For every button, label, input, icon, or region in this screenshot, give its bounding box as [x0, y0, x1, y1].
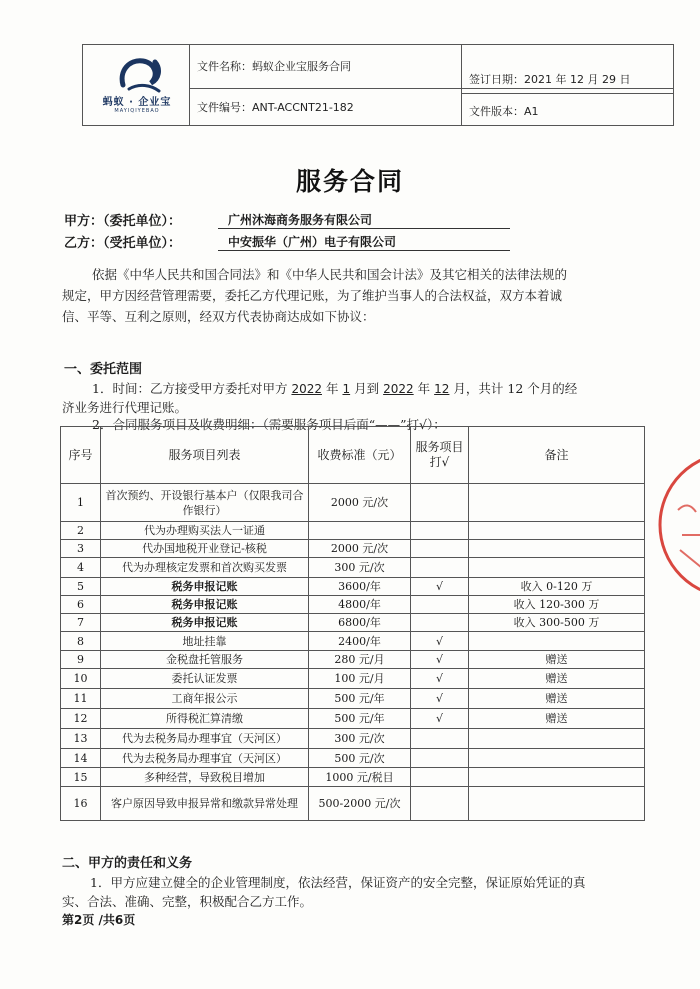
- remark: 赠送: [469, 689, 645, 709]
- table-row: [61, 522, 645, 540]
- table-row: [61, 768, 645, 787]
- party-a-label: 甲方：（委托单位）：: [64, 214, 182, 229]
- table-row: [61, 669, 645, 689]
- remark: [469, 729, 645, 749]
- col-header-remark: 备注: [469, 427, 645, 484]
- remark: 收入 120-300 万: [469, 596, 645, 614]
- table-row: [61, 558, 645, 578]
- check-mark: [411, 749, 469, 768]
- table-header-row: [61, 427, 645, 484]
- fee: 500 元/年: [309, 709, 411, 729]
- fee: 100 元/月: [309, 669, 411, 689]
- party-b-label: 乙方：（受托单位）：: [64, 236, 182, 251]
- col-header-service: 服务项目列表: [101, 427, 309, 484]
- check-mark: [411, 522, 469, 540]
- logo-text: 蚂蚁 · 企业宝: [102, 97, 172, 108]
- service-item: 多种经营，导致税目增加: [101, 768, 309, 787]
- fee: 2000 元/次: [309, 484, 411, 522]
- table-row: [61, 787, 645, 821]
- check-mark: √: [411, 632, 469, 651]
- remark: [469, 632, 645, 651]
- row-number: 9: [61, 651, 101, 669]
- remark: [469, 768, 645, 787]
- row-number: 16: [61, 787, 101, 821]
- col-header-no: 序号: [61, 427, 101, 484]
- page-title: 服务合同: [295, 167, 404, 196]
- fee: 500 元/次: [309, 749, 411, 768]
- remark: [469, 787, 645, 821]
- intro-line-2: 规定，甲方因经营管理需要，委托乙方代理记账，为了维护当事人的合法权益，双方本着诚: [62, 288, 563, 303]
- service-item: 地址挂靠: [101, 632, 309, 651]
- table-row: [61, 709, 645, 729]
- col-header-fee: 收费标准（元）: [309, 427, 411, 484]
- intro-line-1: 依据《中华人民共和国合同法》和《中华人民共和国会计法》及其它相关的法律法规的: [92, 267, 568, 282]
- remark: 收入 300-500 万: [469, 614, 645, 632]
- table-row: [61, 729, 645, 749]
- company-logo: [89, 49, 185, 123]
- service-item: 税务申报记账: [101, 596, 309, 614]
- col-header-check: 服务项目打√: [411, 427, 469, 484]
- ant-logo-icon: [89, 49, 185, 95]
- party-a-value: 广州沐海商务服务有限公司: [218, 211, 510, 229]
- fee: 500 元/年: [309, 689, 411, 709]
- fee: 300 元/次: [309, 558, 411, 578]
- service-item: 代为去税务局办理事宜（天河区）: [101, 749, 309, 768]
- company-seal-stamp: [652, 440, 700, 610]
- fee: 280 元/月: [309, 651, 411, 669]
- row-number: 13: [61, 729, 101, 749]
- remark: [469, 522, 645, 540]
- table-row: [61, 596, 645, 614]
- section-1-item-2: 2．合同服务项目及收费明细：（需要服务项目后面“——”打√）：: [92, 417, 446, 432]
- remark: 赠送: [469, 669, 645, 689]
- service-item: 税务申报记账: [101, 578, 309, 596]
- table-row: [61, 651, 645, 669]
- remark: 赠送: [469, 651, 645, 669]
- check-mark: [411, 729, 469, 749]
- check-mark: [411, 484, 469, 522]
- doc-number: 文件编号：ANT-ACCNT21-182: [197, 101, 354, 114]
- remark: [469, 558, 645, 578]
- remark: [469, 540, 645, 558]
- service-item: 金税盘托管服务: [101, 651, 309, 669]
- service-item: 工商年报公示: [101, 689, 309, 709]
- row-number: 5: [61, 578, 101, 596]
- fee: 2000 元/次: [309, 540, 411, 558]
- section-2-item-1: 1．甲方应建立健全的企业管理制度，依法经营，保证资产的安全完整，保证原始凭证的真: [90, 875, 586, 890]
- service-item: 客户原因导致申报异常和缴款异常处理: [101, 787, 309, 821]
- row-number: 4: [61, 558, 101, 578]
- row-number: 11: [61, 689, 101, 709]
- page-number: 第2页 /共6页: [62, 913, 136, 927]
- section-1-item-1-cont: 济业务进行代理记账。: [62, 400, 188, 415]
- row-number: 8: [61, 632, 101, 651]
- sign-date: 签订日期：2021 年 12 月 29 日: [469, 73, 631, 86]
- service-item: 所得税汇算清缴: [101, 709, 309, 729]
- check-mark: √: [411, 709, 469, 729]
- row-number: 10: [61, 669, 101, 689]
- service-item: 委托认证发票: [101, 669, 309, 689]
- check-mark: [411, 558, 469, 578]
- service-fee-table: [60, 426, 645, 821]
- table-row: [61, 540, 645, 558]
- check-mark: [411, 614, 469, 632]
- service-item: 首次预约、开设银行基本户（仅限我司合作银行）: [101, 484, 309, 522]
- check-mark: [411, 540, 469, 558]
- check-mark: √: [411, 651, 469, 669]
- fee: 500-2000 元/次: [309, 787, 411, 821]
- party-b-value: 中安振华（广州）电子有限公司: [218, 233, 510, 251]
- service-item: 税务申报记账: [101, 614, 309, 632]
- table-row: [61, 632, 645, 651]
- table-row: [61, 484, 645, 522]
- row-number: 12: [61, 709, 101, 729]
- service-item: 代办国地税开业登记-核税: [101, 540, 309, 558]
- service-item: 代为办理购买法人一证通: [101, 522, 309, 540]
- remark: [469, 484, 645, 522]
- section-1-title: 一、委托范围: [64, 362, 143, 377]
- section-2-title: 二、甲方的责任和义务: [62, 856, 193, 871]
- fee: 6800/年: [309, 614, 411, 632]
- table-row: [61, 749, 645, 768]
- remark: 赠送: [469, 709, 645, 729]
- fee: 3600/年: [309, 578, 411, 596]
- table-row: [61, 614, 645, 632]
- remark: 收入 0-120 万: [469, 578, 645, 596]
- check-mark: √: [411, 578, 469, 596]
- row-number: 14: [61, 749, 101, 768]
- fee: [309, 522, 411, 540]
- service-item: 代为办理核定发票和首次购买发票: [101, 558, 309, 578]
- section-2-item-1-cont: 实、合法、准确、完整，积极配合乙方工作。: [62, 894, 313, 909]
- check-mark: [411, 787, 469, 821]
- logo-subtitle: MAYIQIYEBAO: [114, 108, 160, 114]
- section-1-item-1: 1．时间：乙方接受甲方委托对甲方 2022 年 1 月到 2022 年 12 月，共计 12 个月的经: [92, 381, 578, 396]
- table-row: [61, 578, 645, 596]
- document-header: [82, 44, 674, 126]
- fee: 4800/年: [309, 596, 411, 614]
- check-mark: [411, 768, 469, 787]
- check-mark: √: [411, 689, 469, 709]
- row-number: 2: [61, 522, 101, 540]
- row-number: 15: [61, 768, 101, 787]
- fee: 300 元/次: [309, 729, 411, 749]
- table-row: [61, 689, 645, 709]
- intro-line-3: 信、平等、互利之原则，经双方代表协商达成如下协议：: [62, 309, 375, 324]
- doc-name: 文件名称：蚂蚁企业宝服务合同: [197, 60, 351, 73]
- row-number: 1: [61, 484, 101, 522]
- row-number: 6: [61, 596, 101, 614]
- fee: 1000 元/税目: [309, 768, 411, 787]
- check-mark: √: [411, 669, 469, 689]
- remark: [469, 749, 645, 768]
- row-number: 7: [61, 614, 101, 632]
- row-number: 3: [61, 540, 101, 558]
- doc-version: 文件版本：A1: [469, 105, 539, 118]
- check-mark: [411, 596, 469, 614]
- fee: 2400/年: [309, 632, 411, 651]
- service-item: 代为去税务局办理事宜（天河区）: [101, 729, 309, 749]
